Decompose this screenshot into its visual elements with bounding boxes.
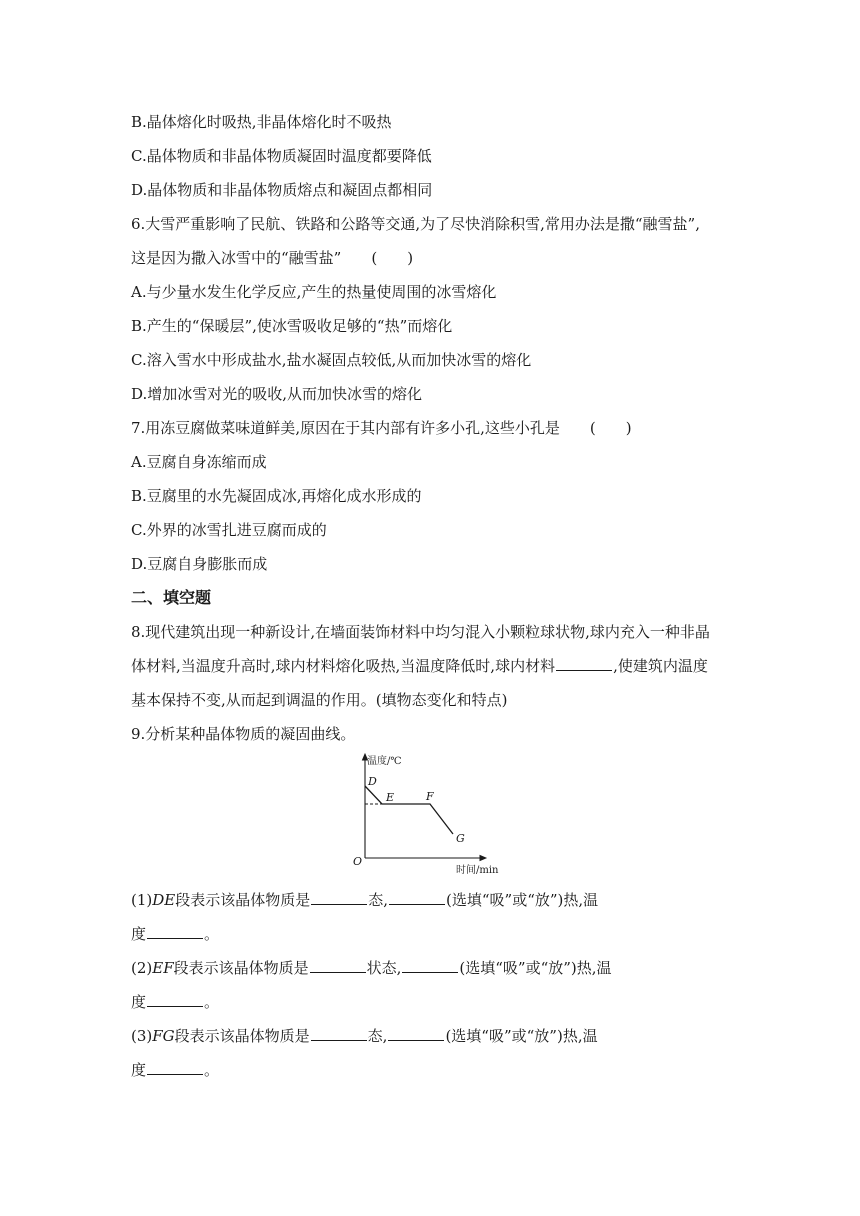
q9-sub2-segment: EF [152,959,174,977]
q9-sub1 [131,890,598,910]
q9-sub1-text-a: 段表示该晶体物质是 [175,891,311,909]
point-label-f: F [426,790,434,803]
q9-sub3-text-b: 态, [367,1027,388,1045]
q9-sub1-segment: DE [152,891,176,909]
point-label-e: E [386,791,395,804]
q7-option-b: B.豆腐里的水先凝固成冰,再熔化成水形成的 [131,487,422,505]
q5-option-d: D.晶体物质和非晶体物质熔点和凝固点都相同 [131,181,433,199]
q9-sub1-number: (1) [131,891,153,909]
q6-stem-line1: 6.大雪严重影响了民航、铁路和公路等交通,为了尽快消除积雪,常用办法是撒“融雪盐”, [131,215,700,233]
q9-sub2-blank-state[interactable] [310,958,366,973]
q9-sub1-text-b: 态, [368,891,389,909]
q8-line2-pre: 体材料,当温度升高时,球内材料熔化吸热,当温度降低时,球内材料 [131,657,556,675]
q9-sub2-blank-heat[interactable] [402,958,458,973]
q6-option-b: B.产生的“保暖层”,使冰雪吸收足够的“热”而熔化 [131,317,453,335]
point-label-g: G [456,832,465,845]
x-axis-label: 时间/min [456,865,499,876]
q9-sub3 [131,1026,598,1046]
q7-option-c: C.外界的冰雪扎进豆腐而成的 [131,521,327,539]
q9-sub3-segment: FG [152,1027,175,1045]
q9-sub2 [131,958,612,978]
q9-sub2-text-e: 。 [204,993,220,1011]
q9-sub3-blank-heat[interactable] [388,1026,444,1041]
q7-option-a: A.豆腐自身冻缩而成 [131,453,267,471]
q8-line2 [131,656,708,676]
q9-sub1-cont [131,924,219,944]
q6-option-d: D.增加冰雪对光的吸收,从而加快冰雪的熔化 [131,385,423,403]
q9-stem: 9.分析某种晶体物质的凝固曲线。 [131,725,356,743]
q9-sub3-text-a: 段表示该晶体物质是 [174,1027,310,1045]
q6-stem-line2: 这是因为撒入冰雪中的“融雪盐” ( ) [131,249,414,267]
q9-sub1-text-d: 度 [131,925,147,943]
cooling-curve [365,786,453,834]
q9-sub3-cont [131,1060,219,1080]
q9-sub2-blank-temp[interactable] [147,992,203,1007]
q9-sub1-blank-state[interactable] [311,890,367,905]
origin-label: O [353,855,363,868]
q9-sub2-text-d: 度 [131,993,147,1011]
q9-sub3-text-d: 度 [131,1061,147,1079]
q9-sub1-text-e: 。 [204,925,220,943]
q9-sub2-text-b: 状态, [366,959,402,977]
q9-sub3-text-c: (选填“吸”或“放”)热,温 [445,1027,598,1045]
q9-sub2-text-a: 段表示该晶体物质是 [173,959,309,977]
q7-option-d: D.豆腐自身膨胀而成 [131,555,268,573]
q5-option-c: C.晶体物质和非晶体物质凝固时温度都要降低 [131,147,432,165]
q9-sub3-text-e: 。 [204,1061,220,1079]
q9-sub3-blank-temp[interactable] [147,1060,203,1075]
solidification-curve-svg [340,748,500,876]
q9-sub1-blank-temp[interactable] [147,924,203,939]
q9-sub1-text-c: (选填“吸”或“放”)热,温 [446,891,599,909]
q9-sub2-cont [131,992,219,1012]
q6-option-a: A.与少量水发生化学反应,产生的热量使周围的冰雪熔化 [131,283,497,301]
q5-option-b: B.晶体熔化时吸热,非晶体熔化时不吸热 [131,113,392,131]
q9-sub2-number: (2) [131,959,153,977]
q9-sub3-number: (3) [131,1027,153,1045]
q9-sub2-text-c: (选填“吸”或“放”)热,温 [459,959,612,977]
q9-sub3-blank-state[interactable] [311,1026,367,1041]
q8-line3: 基本保持不变,从而起到调温的作用。(填物态变化和特点) [131,691,508,709]
q8-answer-blank[interactable] [556,656,612,671]
q7-stem: 7.用冻豆腐做菜味道鲜美,原因在于其内部有许多小孔,这些小孔是 ( ) [131,419,632,437]
q8-line2-post: ,使建筑内温度 [613,657,708,675]
q9-sub1-blank-heat[interactable] [389,890,445,905]
q8-line1: 8.现代建筑出现一种新设计,在墙面装饰材料中均匀混入小颗粒球状物,球内充入一种非晶 [131,623,710,641]
solidification-curve-figure [340,748,500,876]
point-label-d: D [368,775,377,788]
y-axis-label: 温度/℃ [367,756,402,767]
section-title: 二、填空题 [131,588,212,607]
q6-option-c: C.溶入雪水中形成盐水,盐水凝固点较低,从而加快冰雪的熔化 [131,351,532,369]
